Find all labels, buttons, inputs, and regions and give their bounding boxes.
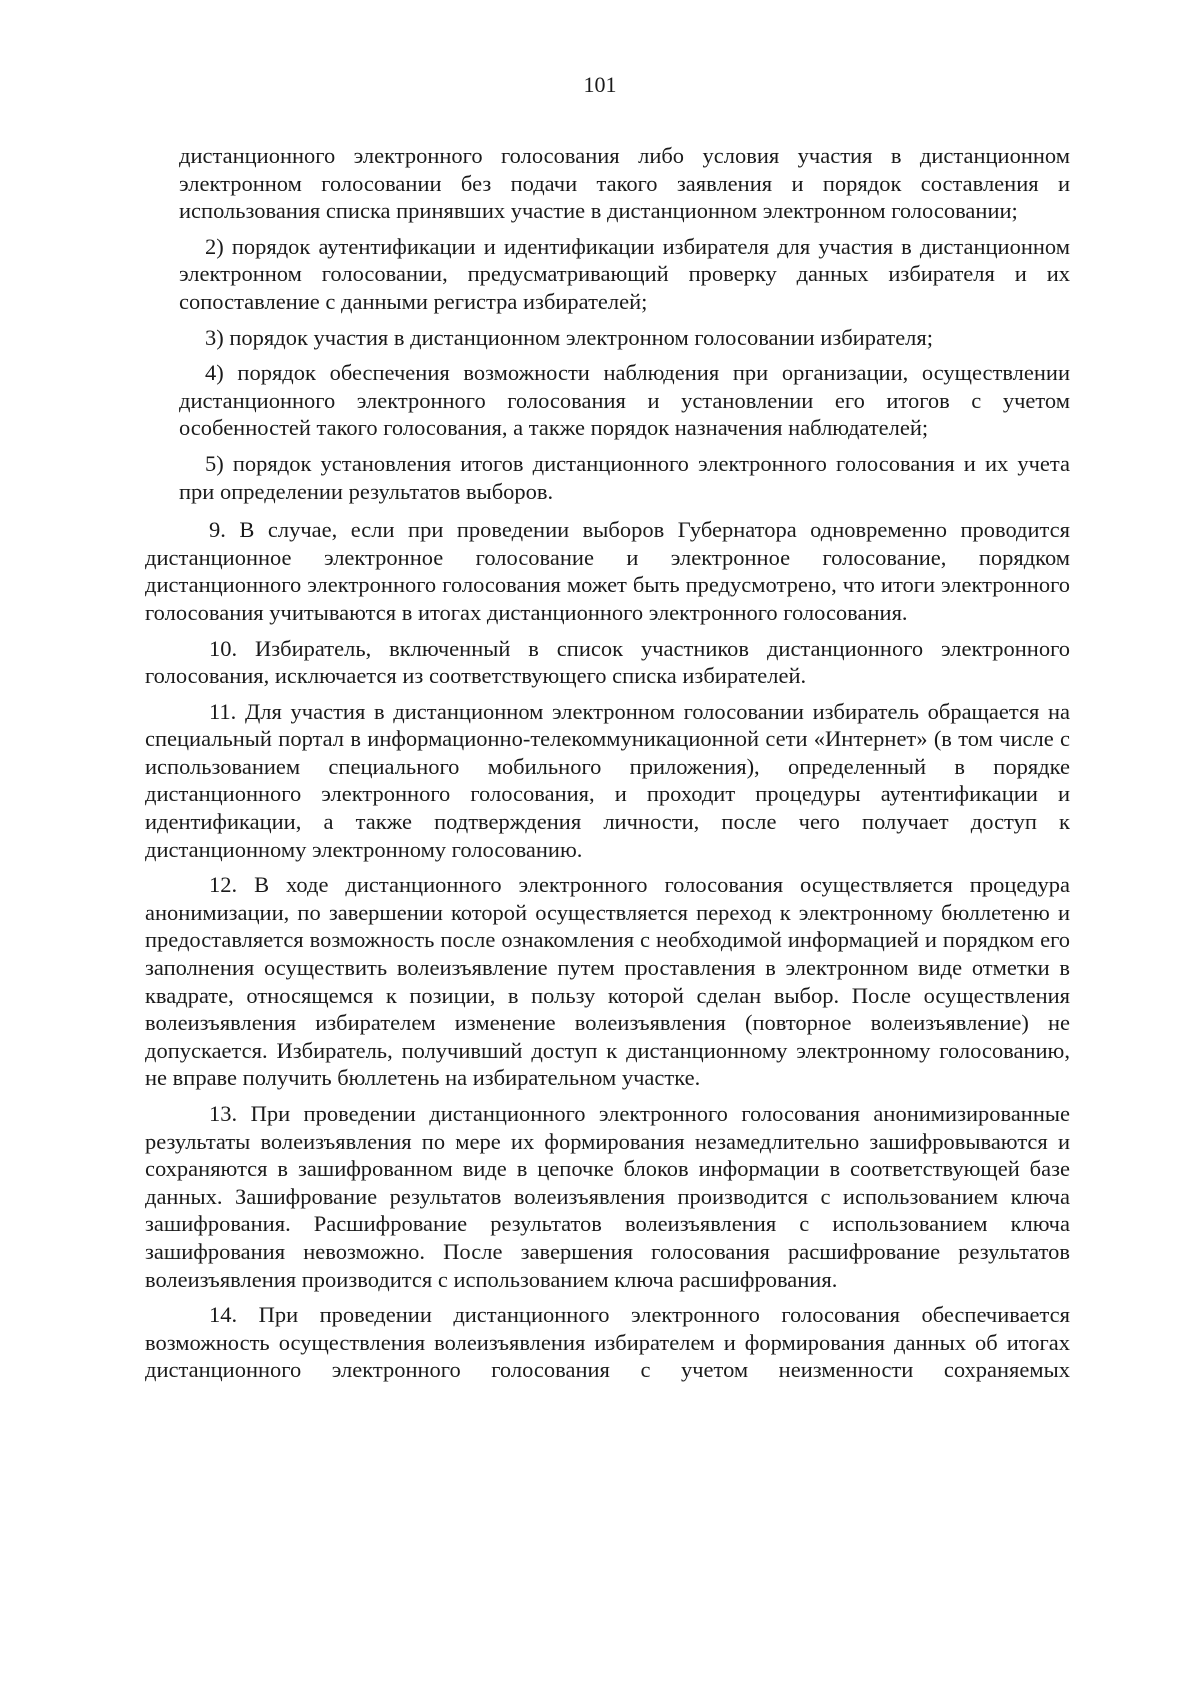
paragraph-14: 14. При проведении дистанционного электронного голосования обеспечивается возможность осуществления волеизъявления избирателем и формирования данных об итогах дистанционного электронного голосования с учетом неизменности сохраняемых bbox=[145, 1302, 1070, 1383]
document-body bbox=[145, 142, 1070, 1392]
paragraph-10: 10. Избиратель, включенный в список участников дистанционного электронного голосования, исключается из соответствующего списка избирателей. bbox=[145, 635, 1070, 689]
paragraph-11: 11. Для участия в дистанционном электронном голосовании избиратель обращается на специальный портал в информационно-телекоммуникационной сети «Интернет» (в том числе с использованием специального мобильного приложения), определенный в порядке дистанционного электронного голосования, и проходит процедуры аутентификации и идентификации, а также подтверждения личности, после чего получает доступ к дистанционному электронному голосованию. bbox=[145, 698, 1070, 862]
list-item-5: 5) порядок установления итогов дистанционного электронного голосования и их учета при определении результатов выборов. bbox=[179, 450, 1070, 504]
page-number: 101 bbox=[583, 72, 617, 97]
list-item-3: 3) порядок участия в дистанционном электронном голосовании избирателя; bbox=[205, 324, 934, 350]
list-item-4: 4) порядок обеспечения возможности наблюдения при организации, осуществлении дистанционного электронного голосования и установлении его итогов с учетом особенностей такого голосования, а также порядок назначения наблюдателей; bbox=[179, 360, 1070, 441]
paragraph-13: 13. При проведении дистанционного электронного голосования анонимизированные результаты волеизъявления по мере их формирования незамедлительно зашифровываются и сохраняются в зашифрованном виде в цепочке блоков информации в соответствующей базе данных. Зашифрование результатов волеизъявления производится с использованием ключа зашифрования. Расшифрование результатов волеизъявления с использованием ключа зашифрования невозможно. После завершения голосования расшифрование результатов волеизъявления производится с использованием ключа расшифрования. bbox=[145, 1101, 1070, 1292]
paragraph-9: 9. В случае, если при проведении выборов Губернатора одновременно проводится дистанционное электронное голосование и электронное голосование, порядком дистанционного электронного голосования может быть предусмотрено, что итоги электронного голосования учитываются в итогах дистанционного электронного голосования. bbox=[145, 517, 1070, 625]
paragraph-12: 12. В ходе дистанционного электронного голосования осуществляется процедура анонимизации, по завершении которой осуществляется переход к электронному бюллетеню и предоставляется возможность после ознакомления с необходимой информацией и порядком его заполнения осуществить волеизъявление путем проставления в электронном виде отметки в квадрате, относящемся к позиции, в пользу которой сделан выбор. После осуществления волеизъявления избирателем изменение волеизъявления (повторное волеизъявление) не допускается. Избиратель, получивший доступ к дистанционному электронному голосованию, не вправе получить бюллетень на избирательном участке. bbox=[145, 872, 1070, 1091]
paragraph-continuation: дистанционного электронного голосования либо условия участия в дистанционном электронном голосовании без подачи такого заявления и порядок составления и использования списка принявших участие в дистанционном электронном голосовании; bbox=[179, 143, 1070, 224]
list-item-2: 2) порядок аутентификации и идентификации избирателя для участия в дистанционном электронном голосовании, предусматривающий проверку данных избирателя и их сопоставление с данными регистра избирателей; bbox=[179, 233, 1070, 314]
